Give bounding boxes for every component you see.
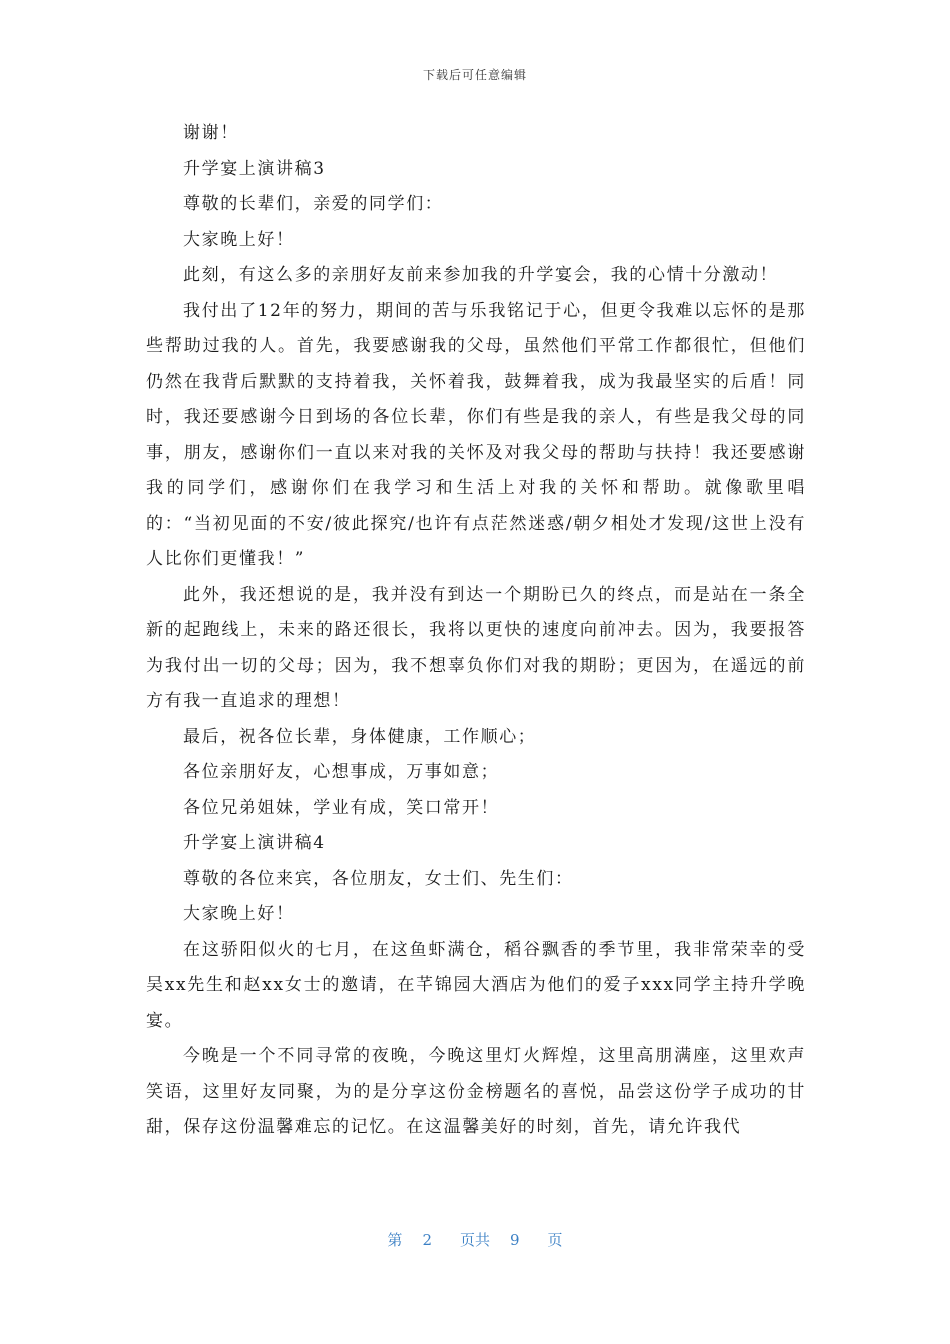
footer-suffix: 页: [547, 1231, 563, 1249]
footer-prefix: 第: [387, 1231, 403, 1249]
paragraph: 最后，祝各位长辈，身体健康，工作顺心；: [183, 726, 537, 747]
greeting: 大家晚上好！: [183, 904, 295, 924]
section-title: 升学宴上演讲稿4: [183, 833, 326, 853]
paragraph: 各位兄弟姐妹，学业有成，笑口常开！: [183, 797, 500, 818]
paragraph: 我付出了12年的努力，期间的苦与乐我铭记于心，但更令我难以忘怀的是那些帮助过我的人。首先，我要感谢我的父母，虽然他们平常工作都很忙，但他们仍然在我背后默默的支持着我，关怀着我，鼓舞着我，成为我最坚实的后盾！同时，我还要感谢今日到场的各位长辈，你们有些是我的亲人，有些是我父母的同事，朋友，感谢你们一直以来对我的关怀及对我父母的帮助与扶持！我还要感谢我的同学们，感谢你们在我学习和生活上对我的关怀和帮助。就像歌里唱的：“当初见面的不安/彼此探究/也许有点茫然迷惑/朝夕相处才发现/这世上没有人比你们更懂我！”: [146, 300, 806, 569]
paragraph: 此外，我还想说的是，我并没有到达一个期盼已久的终点，而是站在一条全新的起跑线上，未来的路还很长，我将以更快的速度向前冲去。因为，我要报答为我付出一切的父母；因为，我不想辜负你们对我的期盼；更因为，在遥远的前方有我一直追求的理想！: [146, 584, 806, 711]
page-number: 2: [422, 1231, 432, 1249]
paragraph: 此刻，有这么多的亲朋好友前来参加我的升学宴会，我的心情十分激动！: [183, 265, 779, 285]
footer-middle: 页共: [459, 1231, 490, 1249]
paragraph: 今晚是一个不同寻常的夜晚，今晚这里灯火辉煌，这里高朋满座，这里欢声笑语，这里好友同聚，为的是分享这份金榜题名的喜悦，品尝这份学子成功的甘甜，保存这份温馨难忘的记忆。在这温馨美好的时刻，首先，请允许我代: [146, 1046, 806, 1137]
salutation: 尊敬的各位来宾，各位朋友，女士们、先生们：: [183, 868, 574, 889]
greeting: 大家晚上好！: [183, 229, 295, 250]
document-body: [146, 116, 806, 1146]
page-header: 下载后可任意编辑: [422, 68, 527, 82]
paragraph: 谢谢！: [183, 123, 239, 143]
salutation: 尊敬的长辈们，亲爱的同学们：: [183, 194, 444, 214]
total-pages: 9: [510, 1231, 520, 1249]
paragraph: 各位亲朋好友，心想事成，万事如意；: [183, 762, 500, 782]
page-footer: [0, 1229, 950, 1250]
section-title: 升学宴上演讲稿3: [183, 158, 326, 179]
paragraph: 在这骄阳似火的七月，在这鱼虾满仓，稻谷飘香的季节里，我非常荣幸的受吴xx先生和赵xx女士的邀请，在芊锦园大酒店为他们的爱子xxx同学主持升学晚宴。: [146, 939, 806, 1031]
